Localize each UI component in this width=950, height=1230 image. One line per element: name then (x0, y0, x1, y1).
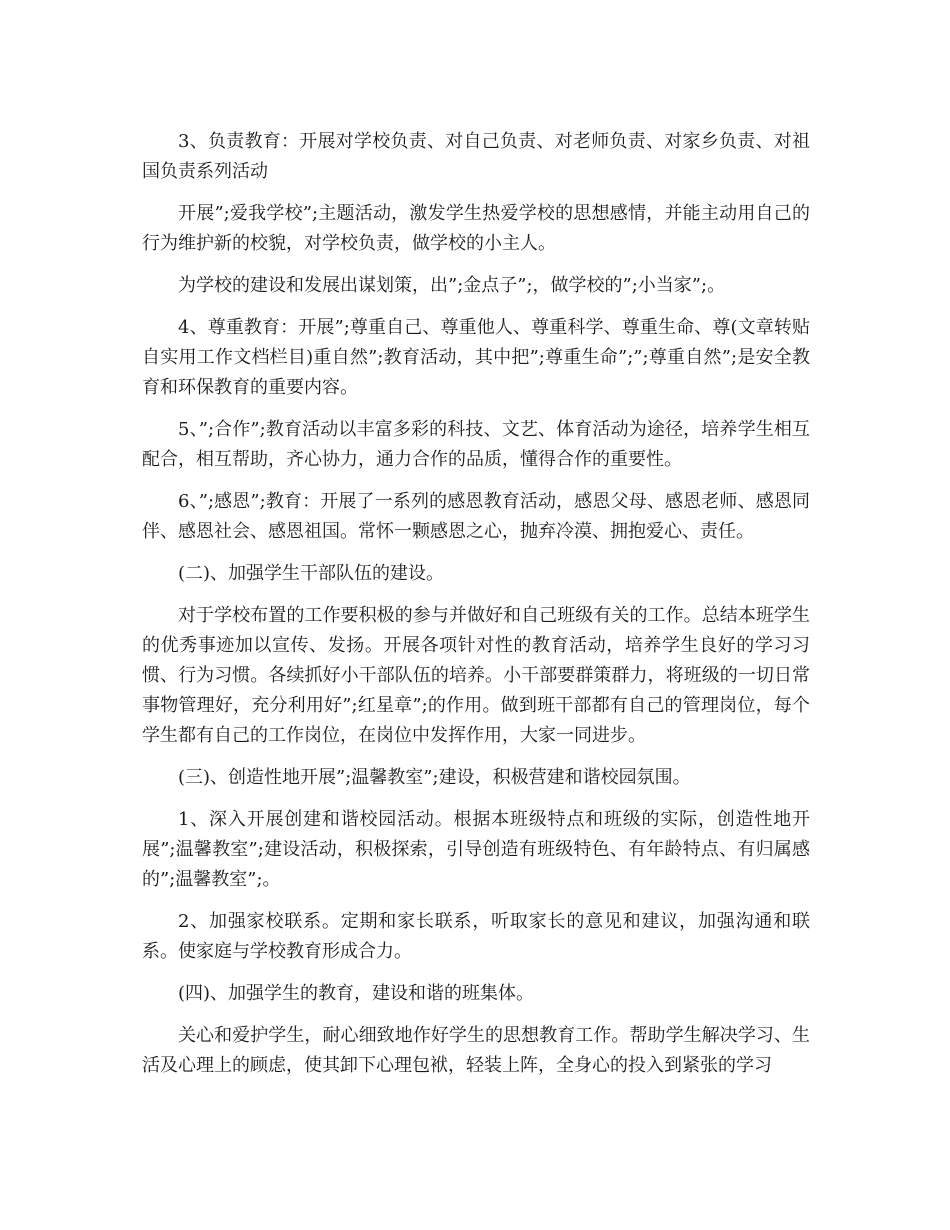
document-body (142, 127, 810, 1093)
paragraph-cooperation-education: 5、”;合作”;教育活动以丰富多彩的科技、文艺、体育活动为途径，培养学生相互配合，相互帮助，齐心协力，通力合作的品质，懂得合作的重要性。 (142, 419, 810, 470)
paragraph-responsibility-education: 3、负责教育：开展对学校负责、对自己负责、对老师负责、对家乡负责、对祖国负责系列活动 (142, 131, 810, 182)
paragraph-harmonious-campus: 1、深入开展创建和谐校园活动。根据本班级特点和班级的实际，创造性地开展”;温馨教室”;建设活动，积极探索，引导创造有班级特色、有年龄特点、有归属感的”;温馨教室”;。 (142, 809, 810, 890)
paragraph-home-school-contact: 2、加强家校联系。定期和家长联系，听取家长的意见和建议，加强沟通和联系。使家庭与学校教育形成合力。 (142, 911, 810, 962)
paragraph-school-planning: 为学校的建设和发展出谋划策，出”;金点子”;，做学校的”;小当家”;。 (178, 275, 726, 296)
paragraph-student-cadres: 对于学校布置的工作要积极的参与并做好和自己班级有关的工作。总结本班学生的优秀事迹加以宣传、发扬。开展各项针对性的教育活动，培养学生良好的学习习惯、行为习惯。各续抓好小干部队伍的培养。小干部要群策群力，将班级的一切日常事物管理好，充分利用好”;红星章”;的作用。做到班干部都有自己的管理岗位，每个学生都有自己的工作岗位，在岗位中发挥作用，大家一同进步。 (142, 605, 810, 746)
heading-student-cadres: (二)、加强学生干部队伍的建设。 (178, 563, 445, 584)
heading-harmonious-class: (四)、加强学生的教育，建设和谐的班集体。 (178, 983, 535, 1004)
heading-warm-classroom: (三)、创造性地开展”;温馨教室”;建设，积极营建和谐校园氛围。 (178, 767, 691, 788)
paragraph-care-for-students: 关心和爱护学生，耐心细致地作好学生的思想教育工作。帮助学生解决学习、生活及心理上的顾虑，使其卸下心理包袱，轻装上阵，全身心的投入到紧张的学习 (142, 1025, 810, 1076)
paragraph-love-school: 开展”;爱我学校”;主题活动，激发学生热爱学校的思想感情，并能主动用自己的行为维护新的校貌，对学校负责，做学校的小主人。 (142, 203, 810, 254)
paragraph-gratitude-education: 6、”;感恩”;教育：开展了一系列的感恩教育活动，感恩父母、感恩老师、感恩同伴、感恩社会、感恩祖国。常怀一颗感恩之心，抛弃冷漠、拥抱爱心、责任。 (142, 491, 810, 542)
paragraph-respect-education: 4、尊重教育：开展”;尊重自己、尊重他人、尊重科学、尊重生命、尊(文章转贴自实用工作文档栏目)重自然”;教育活动，其中把”;尊重生命”;”;尊重自然”;是安全教育和环保教育的重要内容。 (142, 317, 810, 398)
